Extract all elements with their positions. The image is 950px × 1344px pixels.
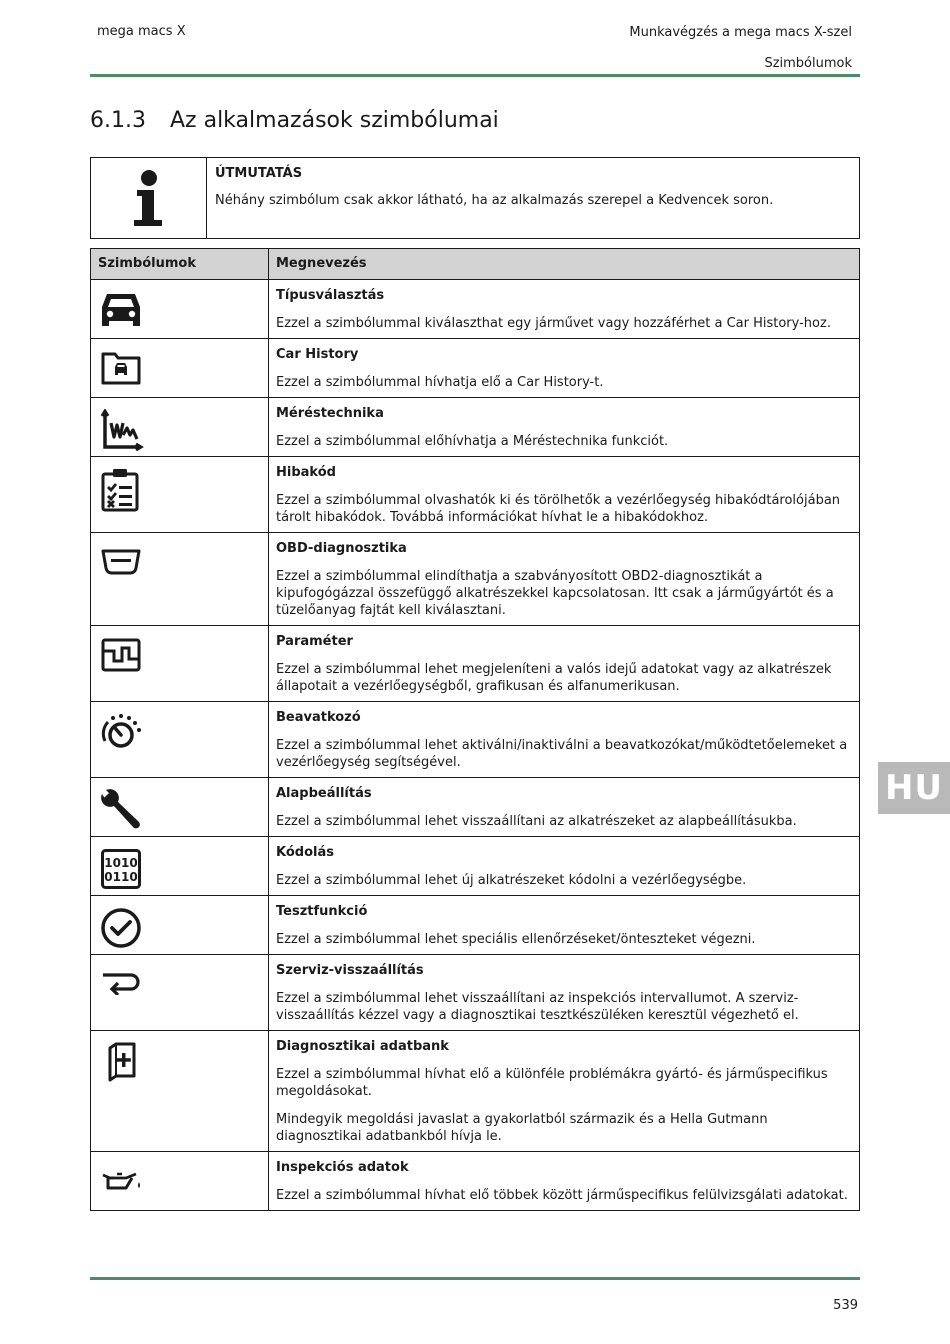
running-header-section: Szimbólumok bbox=[764, 56, 852, 71]
table-row bbox=[91, 896, 860, 955]
oil-can-icon bbox=[100, 1170, 144, 1194]
row-name: Hibakód bbox=[276, 465, 336, 480]
parameter-icon bbox=[100, 637, 142, 673]
row-desc: Ezzel a szimbólummal lehet aktiválni/inaktiválni a beavatkozókat/működtetőelemeket a vezérlőegység segítségével. bbox=[276, 738, 848, 770]
table-row bbox=[91, 398, 860, 457]
row-name: Diagnosztikai adatbank bbox=[276, 1039, 449, 1054]
row-desc-extra: Mindegyik megoldási javaslat a gyakorlatból származik és a Hella Gutmann diagnosztikai adatbankból hívja le. bbox=[276, 1112, 768, 1144]
table-row bbox=[91, 457, 860, 533]
table-row bbox=[91, 1152, 860, 1211]
table-row bbox=[91, 626, 860, 702]
return-arrow-icon bbox=[100, 971, 142, 995]
row-desc: Ezzel a szimbólummal lehet visszaállítani az alkatrészeket az alapbeállításukba. bbox=[276, 814, 797, 829]
measurement-icon bbox=[100, 409, 144, 451]
note-title: ÚTMUTATÁS bbox=[215, 166, 303, 181]
section-heading bbox=[90, 108, 499, 133]
col-header-name: Megnevezés bbox=[269, 249, 860, 280]
actuator-icon bbox=[100, 713, 144, 753]
row-desc: Ezzel a szimbólummal hívhat elő többek között járműspecifikus felülvizsgálati adatokat. bbox=[276, 1188, 848, 1203]
car-icon bbox=[100, 291, 142, 329]
col-header-symbols: Szimbólumok bbox=[91, 249, 269, 280]
info-icon bbox=[131, 169, 167, 227]
wrench-icon bbox=[100, 789, 142, 831]
table-row bbox=[91, 533, 860, 626]
check-circle-icon bbox=[100, 907, 142, 949]
table-row bbox=[91, 778, 860, 837]
table-header-row bbox=[91, 249, 860, 280]
obd-connector-icon bbox=[100, 547, 142, 577]
row-name: Tesztfunkció bbox=[276, 904, 368, 919]
language-tab: HU bbox=[878, 762, 950, 814]
binary-icon-line2: 0110 bbox=[104, 870, 138, 884]
row-desc: Ezzel a szimbólummal hívhatja elő a Car History-t. bbox=[276, 375, 604, 390]
table-row bbox=[91, 280, 860, 339]
row-name: Car History bbox=[276, 347, 359, 362]
row-desc: Ezzel a szimbólummal lehet megjeleníteni a valós idejű adatokat vagy az alkatrészek állapotait a vezérlőegységből, grafikusan és alfanumerikusan. bbox=[276, 662, 832, 694]
row-name: Paraméter bbox=[276, 634, 353, 649]
binary-icon bbox=[100, 848, 142, 890]
row-desc: Ezzel a szimbólummal előhívhatja a Méréstechnika funkciót. bbox=[276, 434, 669, 449]
row-desc: Ezzel a szimbólummal lehet visszaállítani az inspekciós intervallumot. A szerviz-visszaállítás kézzel vagy a diagnosztikai tesztkészüléken keresztül végezhető el. bbox=[276, 991, 799, 1023]
table-row bbox=[91, 702, 860, 778]
row-name: Alapbeállítás bbox=[276, 786, 372, 801]
table-row bbox=[91, 1031, 860, 1152]
table-row bbox=[91, 955, 860, 1031]
section-number: 6.1.3 bbox=[90, 108, 146, 133]
row-desc: Ezzel a szimbólummal hívhat elő a különféle problémákra gyártó- és járműspecifikus megoldásokat. bbox=[276, 1067, 828, 1099]
row-desc: Ezzel a szimbólummal olvashatók ki és törölhetők a vezérlőegység hibakódtárolójában tárolt hibakódok. Továbbá információkat hívhat le a hibakódokhoz. bbox=[276, 493, 841, 525]
running-header-left: mega macs X bbox=[97, 24, 186, 39]
row-desc: Ezzel a szimbólummal lehet új alkatrészeket kódolni a vezérlőegységbe. bbox=[276, 873, 747, 888]
checklist-icon bbox=[100, 468, 140, 512]
symbols-table bbox=[90, 248, 860, 1211]
row-desc: Ezzel a szimbólummal elindíthatja a szabványosított OBD2-diagnosztikát a kipufogógázzal összefüggő alkatrészekkel kapcsolatosan. Itt csak a járműgyártót és a tüzelőanyag fajtát kell kiválasztani. bbox=[276, 569, 834, 618]
page-number: 539 bbox=[833, 1298, 858, 1313]
running-header-chapter: Munkavégzés a mega macs X-szel bbox=[629, 25, 852, 40]
car-folder-icon bbox=[100, 350, 142, 386]
row-name: Típusválasztás bbox=[276, 288, 385, 303]
medical-book-icon bbox=[106, 1042, 138, 1084]
header-divider bbox=[90, 74, 860, 77]
row-desc: Ezzel a szimbólummal kiválaszthat egy járművet vagy hozzáférhet a Car History-hoz. bbox=[276, 316, 831, 331]
row-name: Szerviz-visszaállítás bbox=[276, 963, 424, 978]
note-text: Néhány szimbólum csak akkor látható, ha az alkalmazás szerepel a Kedvencek soron. bbox=[215, 193, 774, 208]
row-name: Inspekciós adatok bbox=[276, 1160, 409, 1175]
row-desc: Ezzel a szimbólummal lehet speciális ellenőrzéseket/önteszteket végezni. bbox=[276, 932, 756, 947]
table-row bbox=[91, 339, 860, 398]
table-row bbox=[91, 837, 860, 896]
row-name: Méréstechnika bbox=[276, 406, 384, 421]
note-text-cell bbox=[207, 158, 781, 238]
note-icon-cell bbox=[91, 158, 207, 238]
footer-divider bbox=[90, 1277, 860, 1280]
row-name: OBD-diagnosztika bbox=[276, 541, 407, 556]
row-name: Kódolás bbox=[276, 845, 334, 860]
binary-icon-line1: 1010 bbox=[104, 856, 138, 870]
row-name: Beavatkozó bbox=[276, 710, 361, 725]
note-box bbox=[90, 157, 860, 239]
section-title: Az alkalmazások szimbólumai bbox=[170, 108, 499, 133]
